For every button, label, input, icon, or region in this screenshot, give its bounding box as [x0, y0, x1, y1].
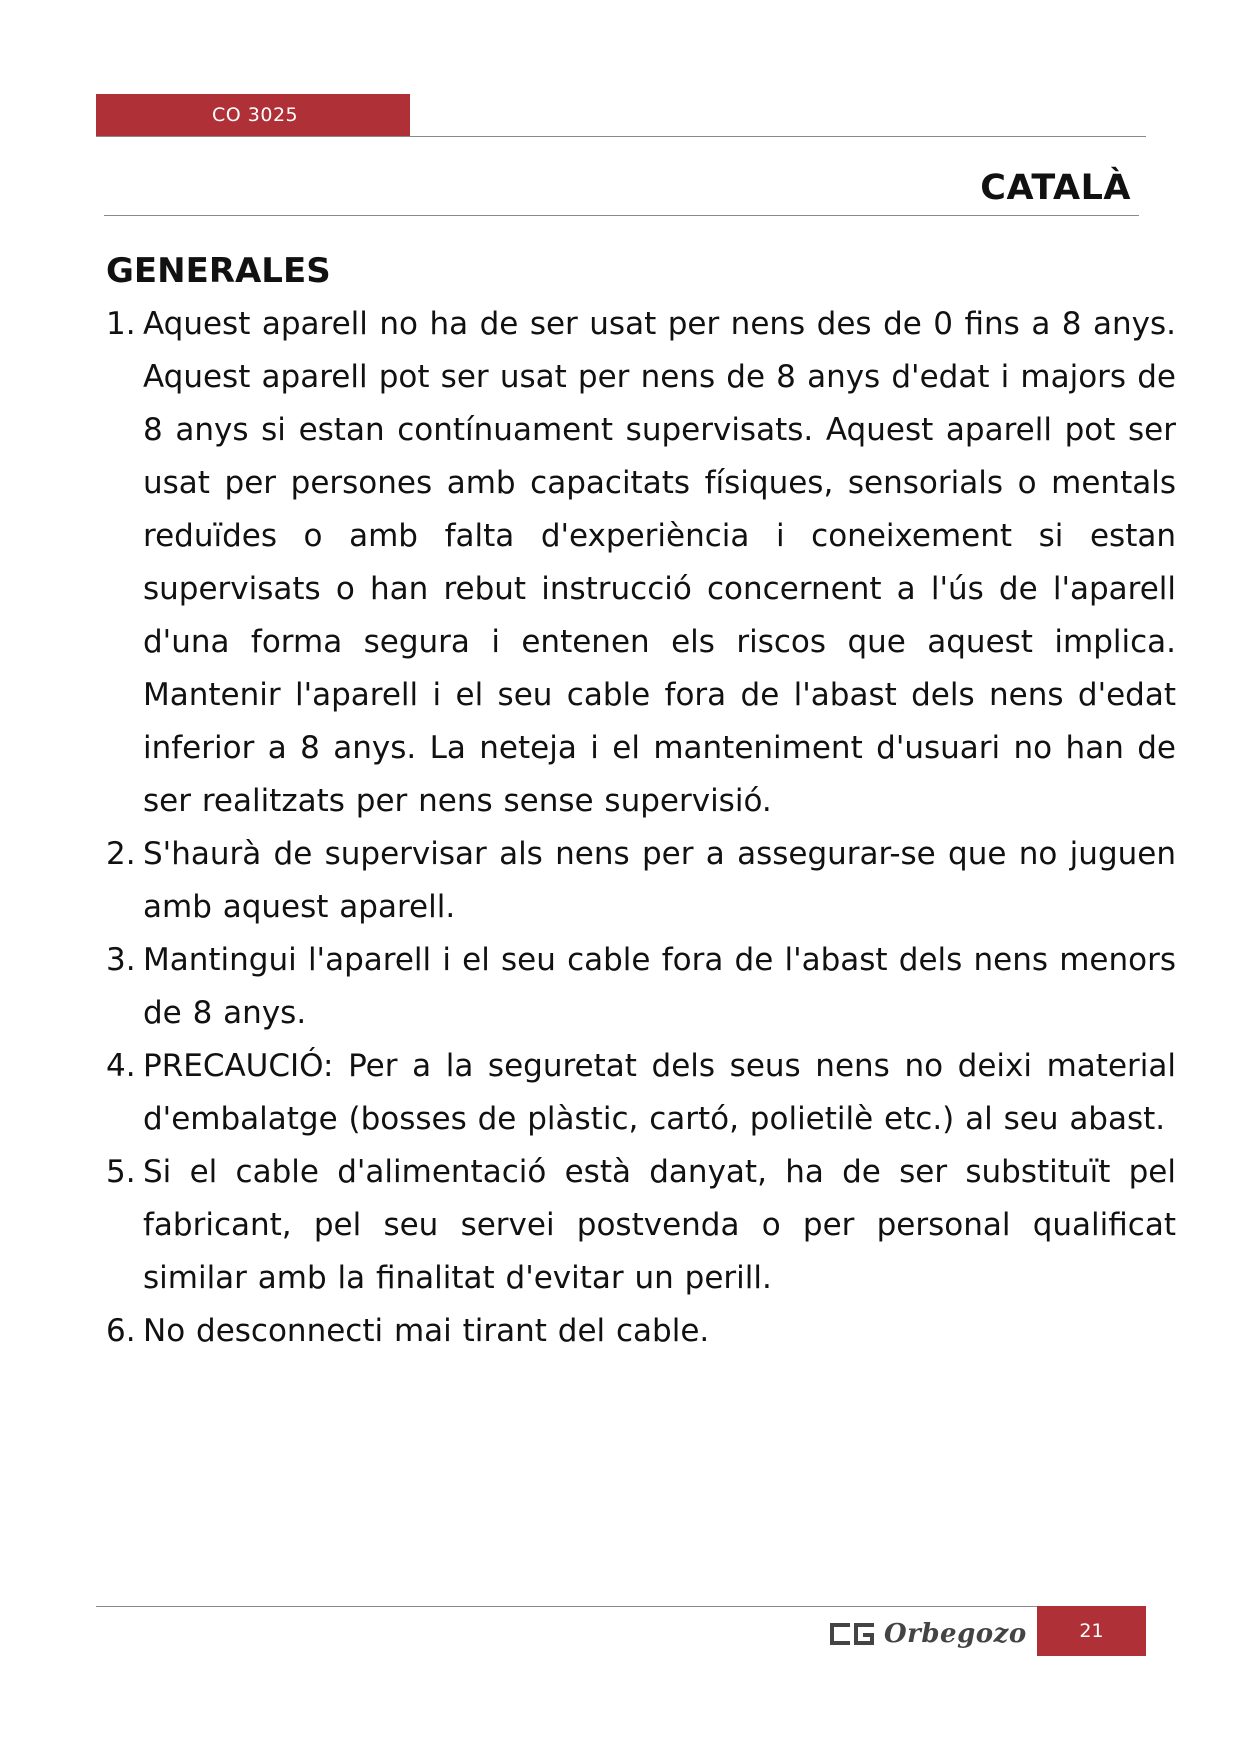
item-number: 2.: [106, 836, 136, 872]
item-number: 6.: [106, 1313, 136, 1349]
model-tab: CO 3025: [96, 94, 410, 136]
list-item: [106, 934, 1176, 1040]
item-text: S'haurà de supervisar als nens per a assegurar-se que no juguen amb aquest aparell.: [143, 836, 1176, 925]
list-item: [106, 298, 1176, 828]
item-number: 4.: [106, 1048, 136, 1084]
header-divider: [96, 136, 1146, 137]
item-text: Mantingui l'aparell i el seu cable fora de l'abast dels nens menors de 8 anys.: [143, 942, 1176, 1031]
item-text: Si el cable d'alimentació està danyat, ha de ser substituït pel fabricant, pel seu servei postvenda o per personal qualificat similar amb la finalitat d'evitar un perill.: [143, 1154, 1176, 1296]
item-number: 1.: [106, 306, 136, 342]
section-title: GENERALES: [106, 251, 331, 291]
footer-divider: [96, 1606, 1046, 1607]
brand-mark-icon: [830, 1623, 874, 1645]
page-number: 21: [1037, 1606, 1146, 1656]
language-title: CATALÀ: [980, 168, 1131, 208]
item-text: Aquest aparell no ha de ser usat per nens des de 0 fins a 8 anys. Aquest aparell pot ser usat per nens de 8 anys d'edat i majors de 8 anys si estan contínuament supervisats. Aquest aparell pot ser usat per persones amb capacitats físiques, sensorials o mentals reduïdes o amb falta d'experiència i coneixement si estan supervisats o han rebut instrucció concernent a l'ús de l'aparell d'una forma segura i entenen els riscos que aquest implica. Mantenir l'aparell i el seu cable fora de l'abast dels nens d'edat inferior a 8 anys. La neteja i el manteniment d'usuari no han de ser realitzats per nens sense supervisió.: [143, 306, 1176, 819]
brand-logo: [830, 1614, 1027, 1654]
item-text: No desconnecti mai tirant del cable.: [143, 1313, 710, 1349]
item-number: 3.: [106, 942, 136, 978]
list-item: [106, 1040, 1176, 1146]
list-item: [106, 1146, 1176, 1305]
list-item: [106, 1305, 1176, 1358]
item-text: PRECAUCIÓ: Per a la seguretat dels seus nens no deixi material d'embalatge (bosses de plàstic, cartó, polietilè etc.) al seu abast.: [143, 1048, 1176, 1137]
safety-list: [106, 298, 1176, 1358]
brand-name: Orbegozo: [884, 1619, 1027, 1649]
list-item: [106, 828, 1176, 934]
item-number: 5.: [106, 1154, 136, 1190]
language-divider: [104, 215, 1139, 216]
page-content: [106, 244, 1176, 1358]
